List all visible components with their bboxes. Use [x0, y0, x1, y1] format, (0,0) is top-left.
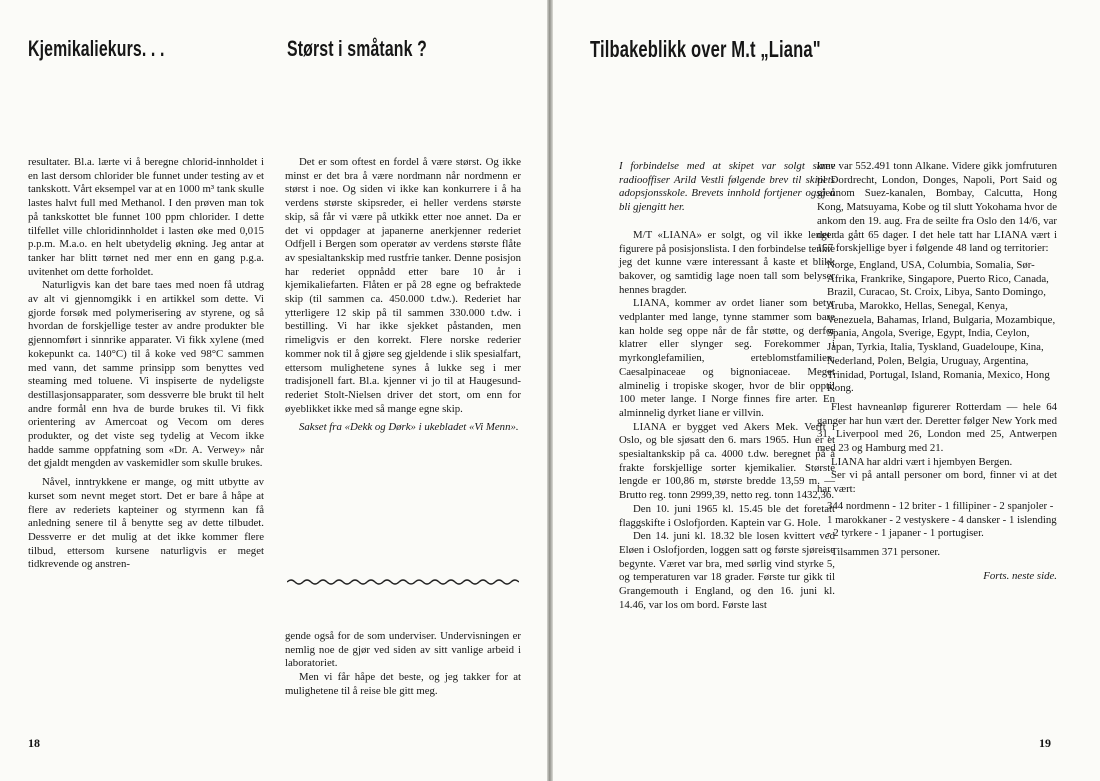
paragraph: Nåvel, inntrykkene er mange, og mitt utbytte av kurset som nevnt meget stort. Det er bare å håpe at flere av rederiets kapteiner og styrmenn kan få anledning senere til å benytte seg av dette tilbudet. Dessverre er det mulig at det ikke kommer flere tilbud, ettersom kursene naturligvis er meget tidkrevende og anstren- [28, 476, 264, 571]
left-column-2 [285, 156, 521, 435]
paragraph: Flest havneanløp figurerer Rotterdam — hele 64 ganger har hun vært der. Deretter følger New York med 31, Liverpool med 26, London med 25, Antwerpen med 23 og Hamburg med 21. [817, 400, 1057, 455]
paragraph: gende også for de som underviser. Undervisningen er nemlig noe de gjør ved siden av sitt vanlige arbeid i laboratoriet. [285, 630, 521, 670]
paragraph: LIANA, kommer av ordet lianer som betyr vedplanter med lange, tynne stammer som bare kan holde seg oppe når de får støtte, og derfor klatrer eller slynger seg. Forekommer i myrkonglefamilien, erteblomstfamilien, Caesalpinaceae og bignoniaceae. Meget alminelig i tropiske skoger, hvor de blir opptil 100 meter lange. I Norge finnes fire arter. En alminnelig dyrket liane er villvin. [619, 297, 835, 419]
wavy-divider [287, 578, 519, 586]
source-credit: Sakset fra «Dekk og Dørk» i ukebladet «Vi Menn». [299, 421, 519, 434]
left-column-2-bottom [285, 630, 521, 699]
paragraph: Men vi får håpe det beste, og jeg takker for at mulighetene til å reise ble gitt meg. [285, 671, 521, 697]
crew-list [817, 500, 1057, 541]
headline-kjemikaliekurs: Kjemikaliekurs. . . [28, 36, 165, 61]
paragraph: Den 10. juni 1965 kl. 15.45 ble det foretatt flaggskifte i Oslofjorden. Kaptein var G. Hole. [619, 502, 835, 529]
paragraph: Naturligvis kan det bare taes med noen få utdrag av alt vi gjennomgikk i en artikkel som dette. Vi gjorde forsøk med polymerisering av styrene, og så hvordan de forskjellige tester av andre produkter ble gjennomført i sinnrike apparater. Vi fikk xylene (med kokepunkt ca. 140°C) til å koke ved 98°C sammen med vann, det samme prinsipp som benyttes ved steaming med toluene. Vi inspiserte de nydeligste destillasjonsapparater, som dessverre ble brukt til helt andre formål enn hva de burde brukes til. Vi fikk orientering av Amercoat og Vecom om deres produkter, og det viste seg tydelig at Vecom ikke hadde samme oppfatning som «Dr. A. Verwey» når det gjaldt mengden av vaskemidler som skulle brukes. [28, 279, 264, 470]
page-number: 18 [28, 736, 40, 750]
right-page [553, 0, 1100, 781]
country-list [817, 259, 1057, 396]
paragraph: Det er som oftest en fordel å være størst. Og ikke minst er det bra å være nordmann når nordmenn er størst i noe. Og siden vi ikke kan konkurrere i å ha verdens største skipsreder, ei heller verdens største skip, så får vi være på utkikk etter noe annet. Da er det vi oppdager at japanerne anerkjenner rederiet Odfjell i Bergen som operatør av verdens største flåte av spesialtankskip med rustfrie tanker. Denne posisjon har rederiet oppnådd etter bare 10 år i kjemikaliefarten. Flåten er på 28 egne og befraktede skip (til sammen ca. 450.000 t.dw.). Rederiet har ytterligere 12 skip på til sammen 330.000 t.dw. i bestilling. Vi har ikke sjekket påstanden, men rimeligvis er den korrekt. Flere norske rederier kommer nok til å gjøre seg gjeldende i slik spesialfart, ettersom mulighetene synes å lukke seg i mer tradisjonell fart. Bl.a. kjenner vi jo til at Haugesund-rederiet Stolt-Nielsen driver det stort, om enn for øyeblikket ikke med så mange egne skip. [285, 156, 521, 415]
page-number: 19 [1039, 736, 1051, 750]
paragraph: Norge, England, USA, Columbia, Somalia, Sør-Afrika, Frankrike, Singapore, Puerto Rico, Canada, Brazil, Curacao, St. Croix, Libya, Santo Domingo, Aruba, Marokko, Hellas, Senegal, Kenya, Venezuela, Bahamas, Irland, Bulgaria, Mozambique, Spania, Angola, Sverige, Egypt, India, Ceylon, Japan, Tyrkia, Italia, Tyskland, Guadeloupe, Kina, Nederland, Polen, Belgia, Uruguay, Argentina, Trinidad, Portugal, Island, Romania, Mexico, Hong Kong. [827, 258, 1056, 395]
paragraph: 344 nordmenn - 12 briter - 1 fillipiner - 2 spanjoler - 1 marokkaner - 2 vestyskere - 4 dansker - 1 islending - 2 tyrkere - 1 japaner - 1 portugiser. [827, 499, 1057, 540]
paragraph: M/T «LIANA» er solgt, og vil ikke lenger figurere på posisjonslista. I den forbindelse tenkte jeg det kunne være interessant å kaste et blikk bakover, og samtidig lage noen tall som belyser hennes bragder. [619, 228, 835, 296]
left-column-1 [28, 156, 264, 572]
headline-storst-i-smatank: Størst i småtank ? [287, 36, 427, 61]
left-page [0, 0, 547, 781]
paragraph: LIANA har aldri vært i hjembyen Bergen. [831, 455, 1013, 468]
right-column-2 [817, 160, 1057, 583]
paragraph: Den 14. juni kl. 18.32 ble losen kvittert ved Eløen i Oslofjorden, loggen satt og første sjøreise begynte. Været var bra, med sørlig vind styrke 5, og temperaturen var 18 grader. Første tur gikk til Grangemouth i England, og den 16. juni kl. 14.46, var los om bord. Første last [619, 530, 835, 611]
paragraph: inne var 552.491 tonn Alkane. Videre gikk jomfruturen til Dordrecht, London, Donges, Napoli, Port Said og gjennom Suez-kanalen, Bombay, Calcutta, Hong Kong, Matsuyama, Kobe og til slutt Yokohama hvor de ankom den 19. aug. Fra de seilte fra Oslo den 14/6, var det da gått 65 dager. I det hele tatt har LIANA vært i 157 forskjellige byer i følgende 48 land og territorier: [817, 160, 1057, 255]
continued-note: Forts. neste side. [983, 569, 1057, 582]
paragraph: Ser vi på antall personer om bord, finner vi at det har vært: [817, 469, 1057, 496]
intro-text: I forbindelse med at skipet var solgt skrev radiooffiser Arild Vestli følgende brev til skipets adopsjonsskole. Brevets innhold fortjener også å bli gjengitt her. [619, 160, 835, 214]
total-persons: Tilsammen 371 personer. [831, 545, 941, 558]
right-column-1 [619, 160, 835, 613]
headline-tilbakeblikk: Tilbakeblikk over M.t „Liana" [590, 36, 821, 62]
paragraph: LIANA er bygget ved Akers Mek. Verft i Oslo, og ble sjøsatt den 6. mars 1965. Hun er et spesialtankskip på ca. 4000 t.dw. beregnet på å frakte forskjellige sorter kjemikalier. Største lengde er 100,86 m, største bredde 13,59 m. — Brutto reg. tonn 2999,39, netto reg. tonn 1432,36. [619, 420, 835, 502]
paragraph: resultater. Bl.a. lærte vi å beregne chlorid-innholdet i en last dersom chlorider ble funnet under testing av et tankskott. Vårt eksempel var at en 1000 m³ tank skulle lastes halvt full med Methanol. I den prøven man tok på tankskottet ble funnet 100 ppm chlorider. I dette tilfellet ville chloridinnholdet i lasten øke med 0,015 p.p.m. M.a.o. en helt ubetydelig økning. Jeg antar at tanker har blitt tørnet ned mer enn en gang p.g.a. uvitenhet om dette forholdet. [28, 156, 264, 278]
